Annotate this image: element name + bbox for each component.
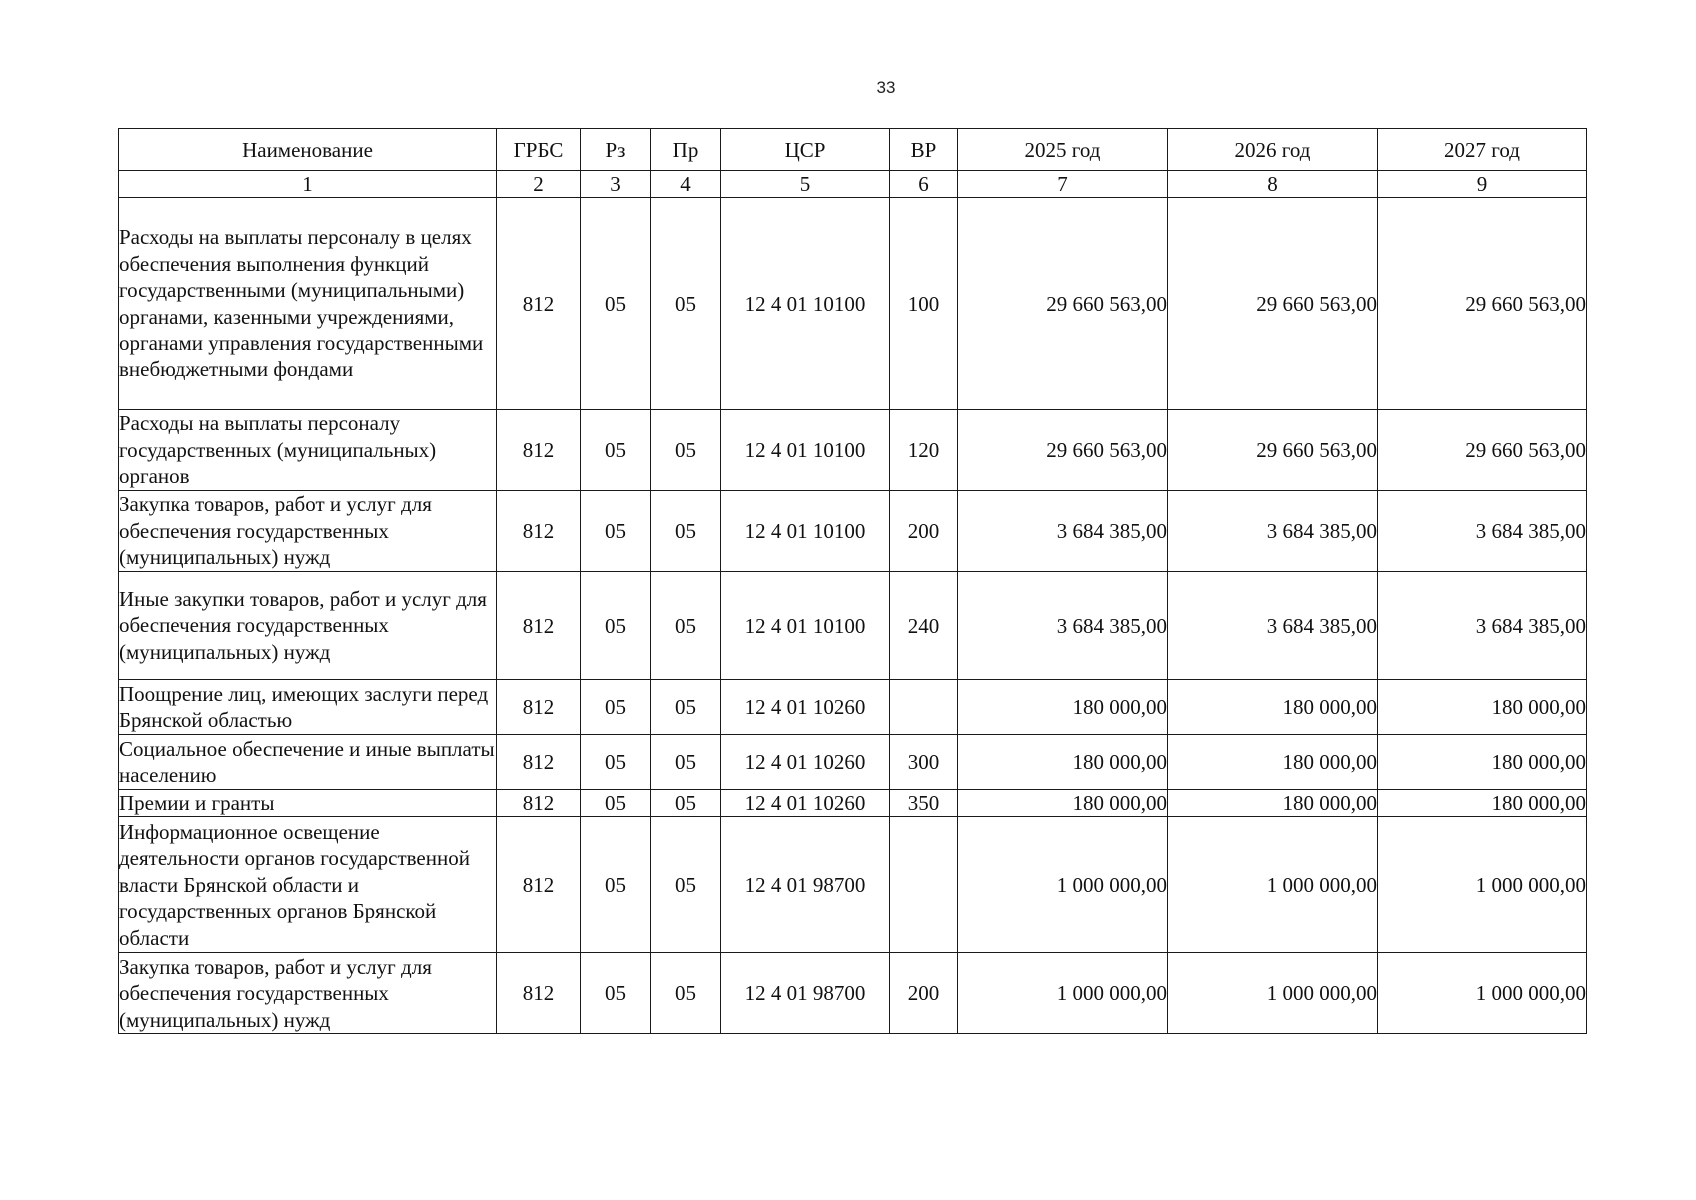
row-2025: 3 684 385,00: [958, 491, 1168, 572]
row-name: Расходы на выплаты персоналу в целях обеспечения выполнения функций государственными (муниципальными) органами, казенными учреждениями, органами управления государственными внебюджетными фондами: [119, 198, 497, 410]
table-row: [119, 735, 1587, 790]
row-2026: 1 000 000,00: [1168, 953, 1378, 1034]
table-row: [119, 572, 1587, 680]
column-number: 9: [1378, 171, 1587, 198]
row-csr: 12 4 01 10260: [721, 680, 890, 735]
row-vr: [890, 817, 958, 953]
row-name: Иные закупки товаров, работ и услуг для обеспечения государственных (муниципальных) нужд: [119, 572, 497, 680]
row-2027: 3 684 385,00: [1378, 572, 1587, 680]
row-csr: 12 4 01 10100: [721, 491, 890, 572]
row-2027: 29 660 563,00: [1378, 198, 1587, 410]
row-2025: 1 000 000,00: [958, 817, 1168, 953]
row-2026: 29 660 563,00: [1168, 198, 1378, 410]
header-2025: 2025 год: [958, 129, 1168, 171]
column-number: 1: [119, 171, 497, 198]
row-2026: 29 660 563,00: [1168, 410, 1378, 491]
column-number: 4: [651, 171, 721, 198]
row-name: Закупка товаров, работ и услуг для обеспечения государственных (муниципальных) нужд: [119, 491, 497, 572]
row-2027: 1 000 000,00: [1378, 817, 1587, 953]
row-2027: 180 000,00: [1378, 680, 1587, 735]
row-grbs: 812: [497, 572, 581, 680]
row-name: Социальное обеспечение и иные выплаты населению: [119, 735, 497, 790]
row-grbs: 812: [497, 817, 581, 953]
row-2027: 180 000,00: [1378, 735, 1587, 790]
row-grbs: 812: [497, 790, 581, 817]
row-vr: 200: [890, 491, 958, 572]
row-2027: 180 000,00: [1378, 790, 1587, 817]
row-csr: 12 4 01 10100: [721, 410, 890, 491]
row-grbs: 812: [497, 953, 581, 1034]
row-csr: 12 4 01 10260: [721, 790, 890, 817]
row-grbs: 812: [497, 680, 581, 735]
row-2026: 1 000 000,00: [1168, 817, 1378, 953]
row-2025: 180 000,00: [958, 735, 1168, 790]
row-2026: 180 000,00: [1168, 735, 1378, 790]
row-2025: 29 660 563,00: [958, 410, 1168, 491]
row-csr: 12 4 01 10260: [721, 735, 890, 790]
row-2027: 29 660 563,00: [1378, 410, 1587, 491]
row-pr: 05: [651, 491, 721, 572]
row-pr: 05: [651, 572, 721, 680]
row-rz: 05: [581, 572, 651, 680]
header-grbs: ГРБС: [497, 129, 581, 171]
header-row: [119, 129, 1587, 171]
row-vr: 120: [890, 410, 958, 491]
row-rz: 05: [581, 198, 651, 410]
row-csr: 12 4 01 98700: [721, 817, 890, 953]
row-2026: 3 684 385,00: [1168, 572, 1378, 680]
row-grbs: 812: [497, 735, 581, 790]
row-2026: 180 000,00: [1168, 790, 1378, 817]
row-rz: 05: [581, 953, 651, 1034]
row-pr: 05: [651, 680, 721, 735]
table-row: [119, 491, 1587, 572]
row-2025: 180 000,00: [958, 790, 1168, 817]
row-grbs: 812: [497, 198, 581, 410]
row-rz: 05: [581, 491, 651, 572]
header-2027: 2027 год: [1378, 129, 1587, 171]
column-number: 3: [581, 171, 651, 198]
column-number: 6: [890, 171, 958, 198]
row-rz: 05: [581, 817, 651, 953]
header-2026: 2026 год: [1168, 129, 1378, 171]
row-2025: 1 000 000,00: [958, 953, 1168, 1034]
column-number: 8: [1168, 171, 1378, 198]
row-vr: 200: [890, 953, 958, 1034]
row-2027: 3 684 385,00: [1378, 491, 1587, 572]
column-number: 5: [721, 171, 890, 198]
header-vr: ВР: [890, 129, 958, 171]
row-vr: [890, 680, 958, 735]
row-rz: 05: [581, 790, 651, 817]
table-row: [119, 953, 1587, 1034]
row-pr: 05: [651, 410, 721, 491]
row-csr: 12 4 01 10100: [721, 198, 890, 410]
row-vr: 100: [890, 198, 958, 410]
row-2027: 1 000 000,00: [1378, 953, 1587, 1034]
row-vr: 350: [890, 790, 958, 817]
row-pr: 05: [651, 735, 721, 790]
table-row: [119, 680, 1587, 735]
row-grbs: 812: [497, 491, 581, 572]
row-name: Расходы на выплаты персоналу государственных (муниципальных) органов: [119, 410, 497, 491]
row-pr: 05: [651, 953, 721, 1034]
table-row: [119, 790, 1587, 817]
row-vr: 240: [890, 572, 958, 680]
row-2025: 3 684 385,00: [958, 572, 1168, 680]
row-2025: 180 000,00: [958, 680, 1168, 735]
row-pr: 05: [651, 817, 721, 953]
row-csr: 12 4 01 10100: [721, 572, 890, 680]
row-name: Информационное освещение деятельности органов государственной власти Брянской области и государственных органов Брянской области: [119, 817, 497, 953]
row-rz: 05: [581, 410, 651, 491]
page-number: 33: [876, 78, 896, 97]
table-row: [119, 817, 1587, 953]
table-row: [119, 410, 1587, 491]
header-rz: Рз: [581, 129, 651, 171]
row-grbs: 812: [497, 410, 581, 491]
row-name: Поощрение лиц, имеющих заслуги перед Брянской областью: [119, 680, 497, 735]
header-name: Наименование: [119, 129, 497, 171]
column-number: 7: [958, 171, 1168, 198]
budget-table: [118, 128, 1587, 1034]
column-number-row: [119, 171, 1587, 198]
row-name: Премии и гранты: [119, 790, 497, 817]
header-pr: Пр: [651, 129, 721, 171]
row-pr: 05: [651, 790, 721, 817]
column-number: 2: [497, 171, 581, 198]
row-pr: 05: [651, 198, 721, 410]
row-name: Закупка товаров, работ и услуг для обеспечения государственных (муниципальных) нужд: [119, 953, 497, 1034]
row-rz: 05: [581, 680, 651, 735]
row-2025: 29 660 563,00: [958, 198, 1168, 410]
row-2026: 3 684 385,00: [1168, 491, 1378, 572]
row-vr: 300: [890, 735, 958, 790]
row-2026: 180 000,00: [1168, 680, 1378, 735]
header-csr: ЦСР: [721, 129, 890, 171]
row-rz: 05: [581, 735, 651, 790]
row-csr: 12 4 01 98700: [721, 953, 890, 1034]
table-row: [119, 198, 1587, 410]
